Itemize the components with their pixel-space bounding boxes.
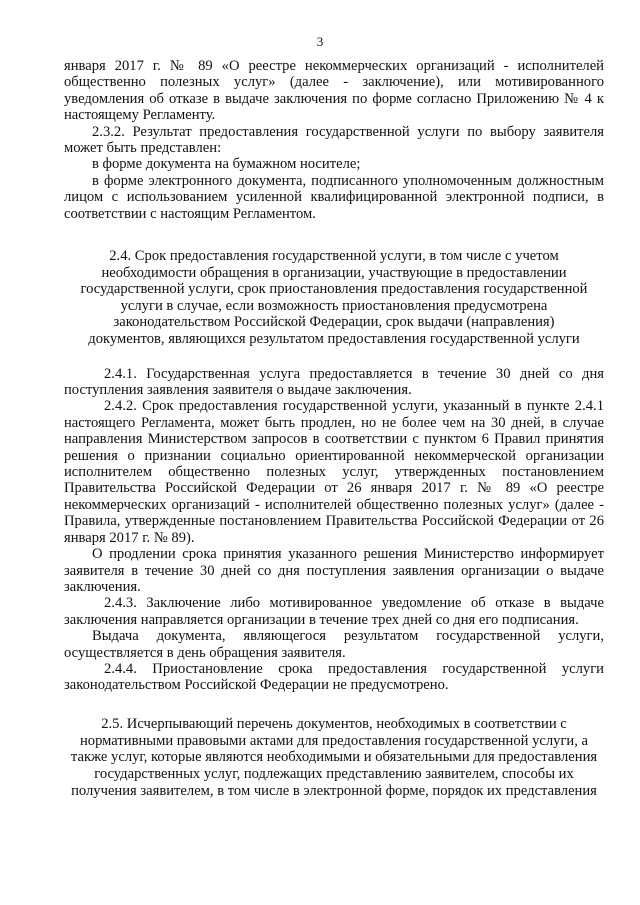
page-number: 3 xyxy=(316,34,324,49)
paragraph-2-4-2: 2.4.2. Срок предоставления государственной услуги, указанный в пункте 2.4.1 настоящего Регламента, может быть продлен, но не более чем на 30 дней, в случае направления Министерством запросов в соответствии с пунктом 6 Правил принятия решения о признании социально ориентированной некоммерческой организации исполнителем общественно полезных услуг, утвержденных постановлением Правительства Российской Федерации от 26 января 2017 г. № 89 «О реестре некоммерческих организаций - исполнителей общественно полезных услуг» (далее - Правила, утвержденные постановлением Правительства Российской Федерации от 26 января 2017 г. № 89). xyxy=(64,398,604,546)
paragraph-electronic-form: в форме электронного документа, подписанного уполномоченным должностным лицом с использованием усиленной квалифицированной электронной подписи, в соответствии с настоящим Регламентом. xyxy=(64,172,604,222)
section-heading-2-5: 2.5. Исчерпывающий перечень документов, необходимых в соответствии с нормативными правовыми актами для предоставления государственной услуги, а также услуг, которые являются необходимыми и обязательными для предоставления государственных услуг, подлежащих представлению заявителем, способы их получения заявителем, в том числе в электронной форме, порядок их представления xyxy=(70,715,598,799)
paragraph-2-4-3: 2.4.3. Заключение либо мотивированное уведомление об отказе в выдаче заключения направляется организации в течение трех дней со дня его подписания. xyxy=(64,595,604,628)
paragraph-extension-notice: О продлении срока принятия указанного решения Министерство информирует заявителя в течение 30 дней со дня поступления заявления организации о выдаче заключения. xyxy=(64,546,604,595)
paragraph-2-4-4: 2.4.4. Приостановление срока предоставления государственной услуги законодательством Российской Федерации не предусмотрено. xyxy=(64,660,604,694)
paragraph-2-4-1: 2.4.1. Государственная услуга предоставляется в течение 30 дней со дня поступления заявления заявителя о выдаче заключения. xyxy=(64,365,604,399)
paragraph-paper-form: в форме документа на бумажном носителе; xyxy=(92,156,361,173)
paragraph-continuation: января 2017 г. № 89 «О реестре некоммерческих организаций - исполнителей общественно полезных услуг» (далее - заключение), или мотивированного уведомления об отказе в выдаче заключения по форме согласно Приложению № 4 к настоящему Регламенту. xyxy=(64,58,604,124)
section-heading-2-4: 2.4. Срок предоставления государственной услуги, в том числе с учетом необходимости обращения в организации, участвующие в предоставлении государственной услуги, срок приостановления предоставления государственной услуги в случае, если возможность приостановления предусмотрена законодательством Российской Федерации, срок выдачи (направления) документов, являющихся результатом предоставления государственной услуги xyxy=(80,248,588,348)
paragraph-issuance: Выдача документа, являющегося результатом государственной услуги, осуществляется в день обращения заявителя. xyxy=(64,628,604,661)
paragraph-2-3-2: 2.3.2. Результат предоставления государственной услуги по выбору заявителя может быть представлен: xyxy=(64,123,604,157)
